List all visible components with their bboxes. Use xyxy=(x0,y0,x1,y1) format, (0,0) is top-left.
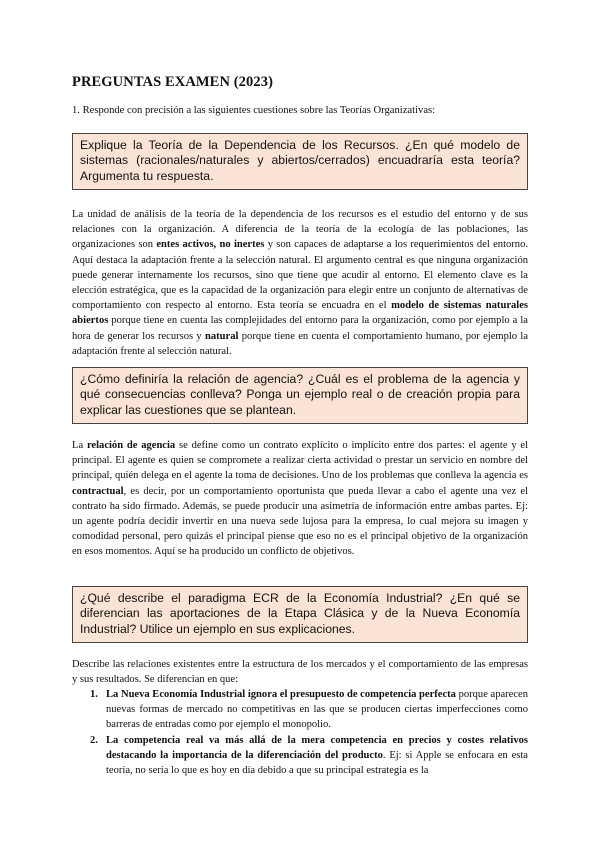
answer-2-text-a: La xyxy=(72,440,87,451)
answer-1-text-d: porque tiene en cuenta el comportamiento humano, por ejemplo la adaptación frente al selección natural. xyxy=(72,330,528,357)
section-intro: 1. Responde con precisión a las siguientes cuestiones sobre las Teorías Organizativas: xyxy=(72,105,436,116)
answer-1-bold-b: modelo de sistemas naturales abiertos xyxy=(72,300,528,327)
question-box-1: Explique la Teoría de la Dependencia de los Recursos. ¿En qué modelo de sistemas (racionales/naturales y abiertos/cerrados) encuadraría esta teoría? Argumenta tu respuesta. xyxy=(72,133,528,190)
list-item xyxy=(72,733,528,779)
answer-2 xyxy=(72,438,528,560)
question-box-3: ¿Qué describe el paradigma ECR de la Economía Industrial? ¿En qué se diferencian las aportaciones de la Etapa Clásica y de la Nueva Economía Industrial? Utilice un ejemplo en sus explicaciones. xyxy=(72,586,528,643)
answer-1-bold-c: natural xyxy=(205,330,239,342)
answer-3-list xyxy=(72,687,528,778)
list-item-bold: La competencia real va más allá de la mera competencia en precios y costes relativos destacando la importancia de la diferenciación del producto xyxy=(106,734,528,761)
answer-2-bold-b: contractual xyxy=(72,485,124,497)
list-item-number: 2. xyxy=(90,734,98,746)
list-item-text: porque aparecen nuevas formas de mercado no competitivas en las que se producen ciertas imperfecciones como barreras de entradas como por ejemplo el monopolio. xyxy=(106,689,528,731)
answer-1-text-c: porque tiene en cuenta las complejidades del entorno para la organización, como por ejemplo a la hora de generar los recursos y xyxy=(72,315,528,342)
list-item-bold: La Nueva Economía Industrial ignora el presupuesto de competencia perfecta xyxy=(106,689,456,700)
answer-1 xyxy=(72,207,528,359)
answer-1-text-b: y son capaces de adaptarse a los requerimientos del entorno. Aquí destaca la adaptación frente a la selección natural. El argumento central es que ninguna organización puede generar internamente los recursos, sino que tiene que acudir al entorno. El elemento clave es la elección estratégica, que es la capacidad de la organización para elegir entre un conjunto de alternativas de comportamiento con respecto al entorno. Esta teoría se encuadra en el xyxy=(72,239,528,312)
document-title: PREGUNTAS EXAMEN (2023) xyxy=(72,74,274,90)
answer-3-intro: Describe las relaciones existentes entre la estructura de los mercados y el comportamiento de las empresas y sus resultados. Se diferencian en que: xyxy=(72,659,528,686)
list-item-number: 1. xyxy=(90,689,98,700)
answer-2-text-b: se define como un contrato explícito o implícito entre dos partes: el agente y el principal. El agente es quien se compromete a realizar cierta actividad o prestar un servicio en nombre del principal, quién delega en el agente la toma de decisiones. Uno de los problemas que conlleva la agencia es xyxy=(72,440,529,482)
list-item xyxy=(72,687,528,733)
answer-2-text-c: , es decir, por un comportamiento oportunista que pueda llevar a cabo el agente una vez el contrato ha sido firmado. Además, se puede producir una asimetría de información entre ambas partes. Ej: un agente podría decidir invertir en una nueva sede lujosa para la empresa, lo cual mejora su imagen y comodidad personal, pero quizás el principal piense que eso no es el principal objetivo de la organización en esos momentos. Aquí se ha producido un conflicto de objetivos. xyxy=(72,485,528,558)
answer-1-text-a: La unidad de análisis de la teoría de la dependencia de los recursos es el estudio del entorno y de sus relaciones con la organización. A diferencia de la teoría de la ecología de las poblaciones, las organizaciones son xyxy=(72,209,528,251)
answer-1-bold-a: entes activos, no inertes xyxy=(156,239,265,251)
answer-2-bold-a: relación de agencia xyxy=(86,440,176,451)
list-item-text: . Ej: si Apple se enfocara en esta teoría, no sería lo que es hoy en día debido a que su principal estrategia es la xyxy=(106,749,528,777)
question-box-2: ¿Cómo definiría la relación de agencia? ¿Cuál es el problema de la agencia y qué consecuencias conlleva? Ponga un ejemplo real o de creación propia para explicar las cuestiones que se plantean. xyxy=(72,367,528,424)
